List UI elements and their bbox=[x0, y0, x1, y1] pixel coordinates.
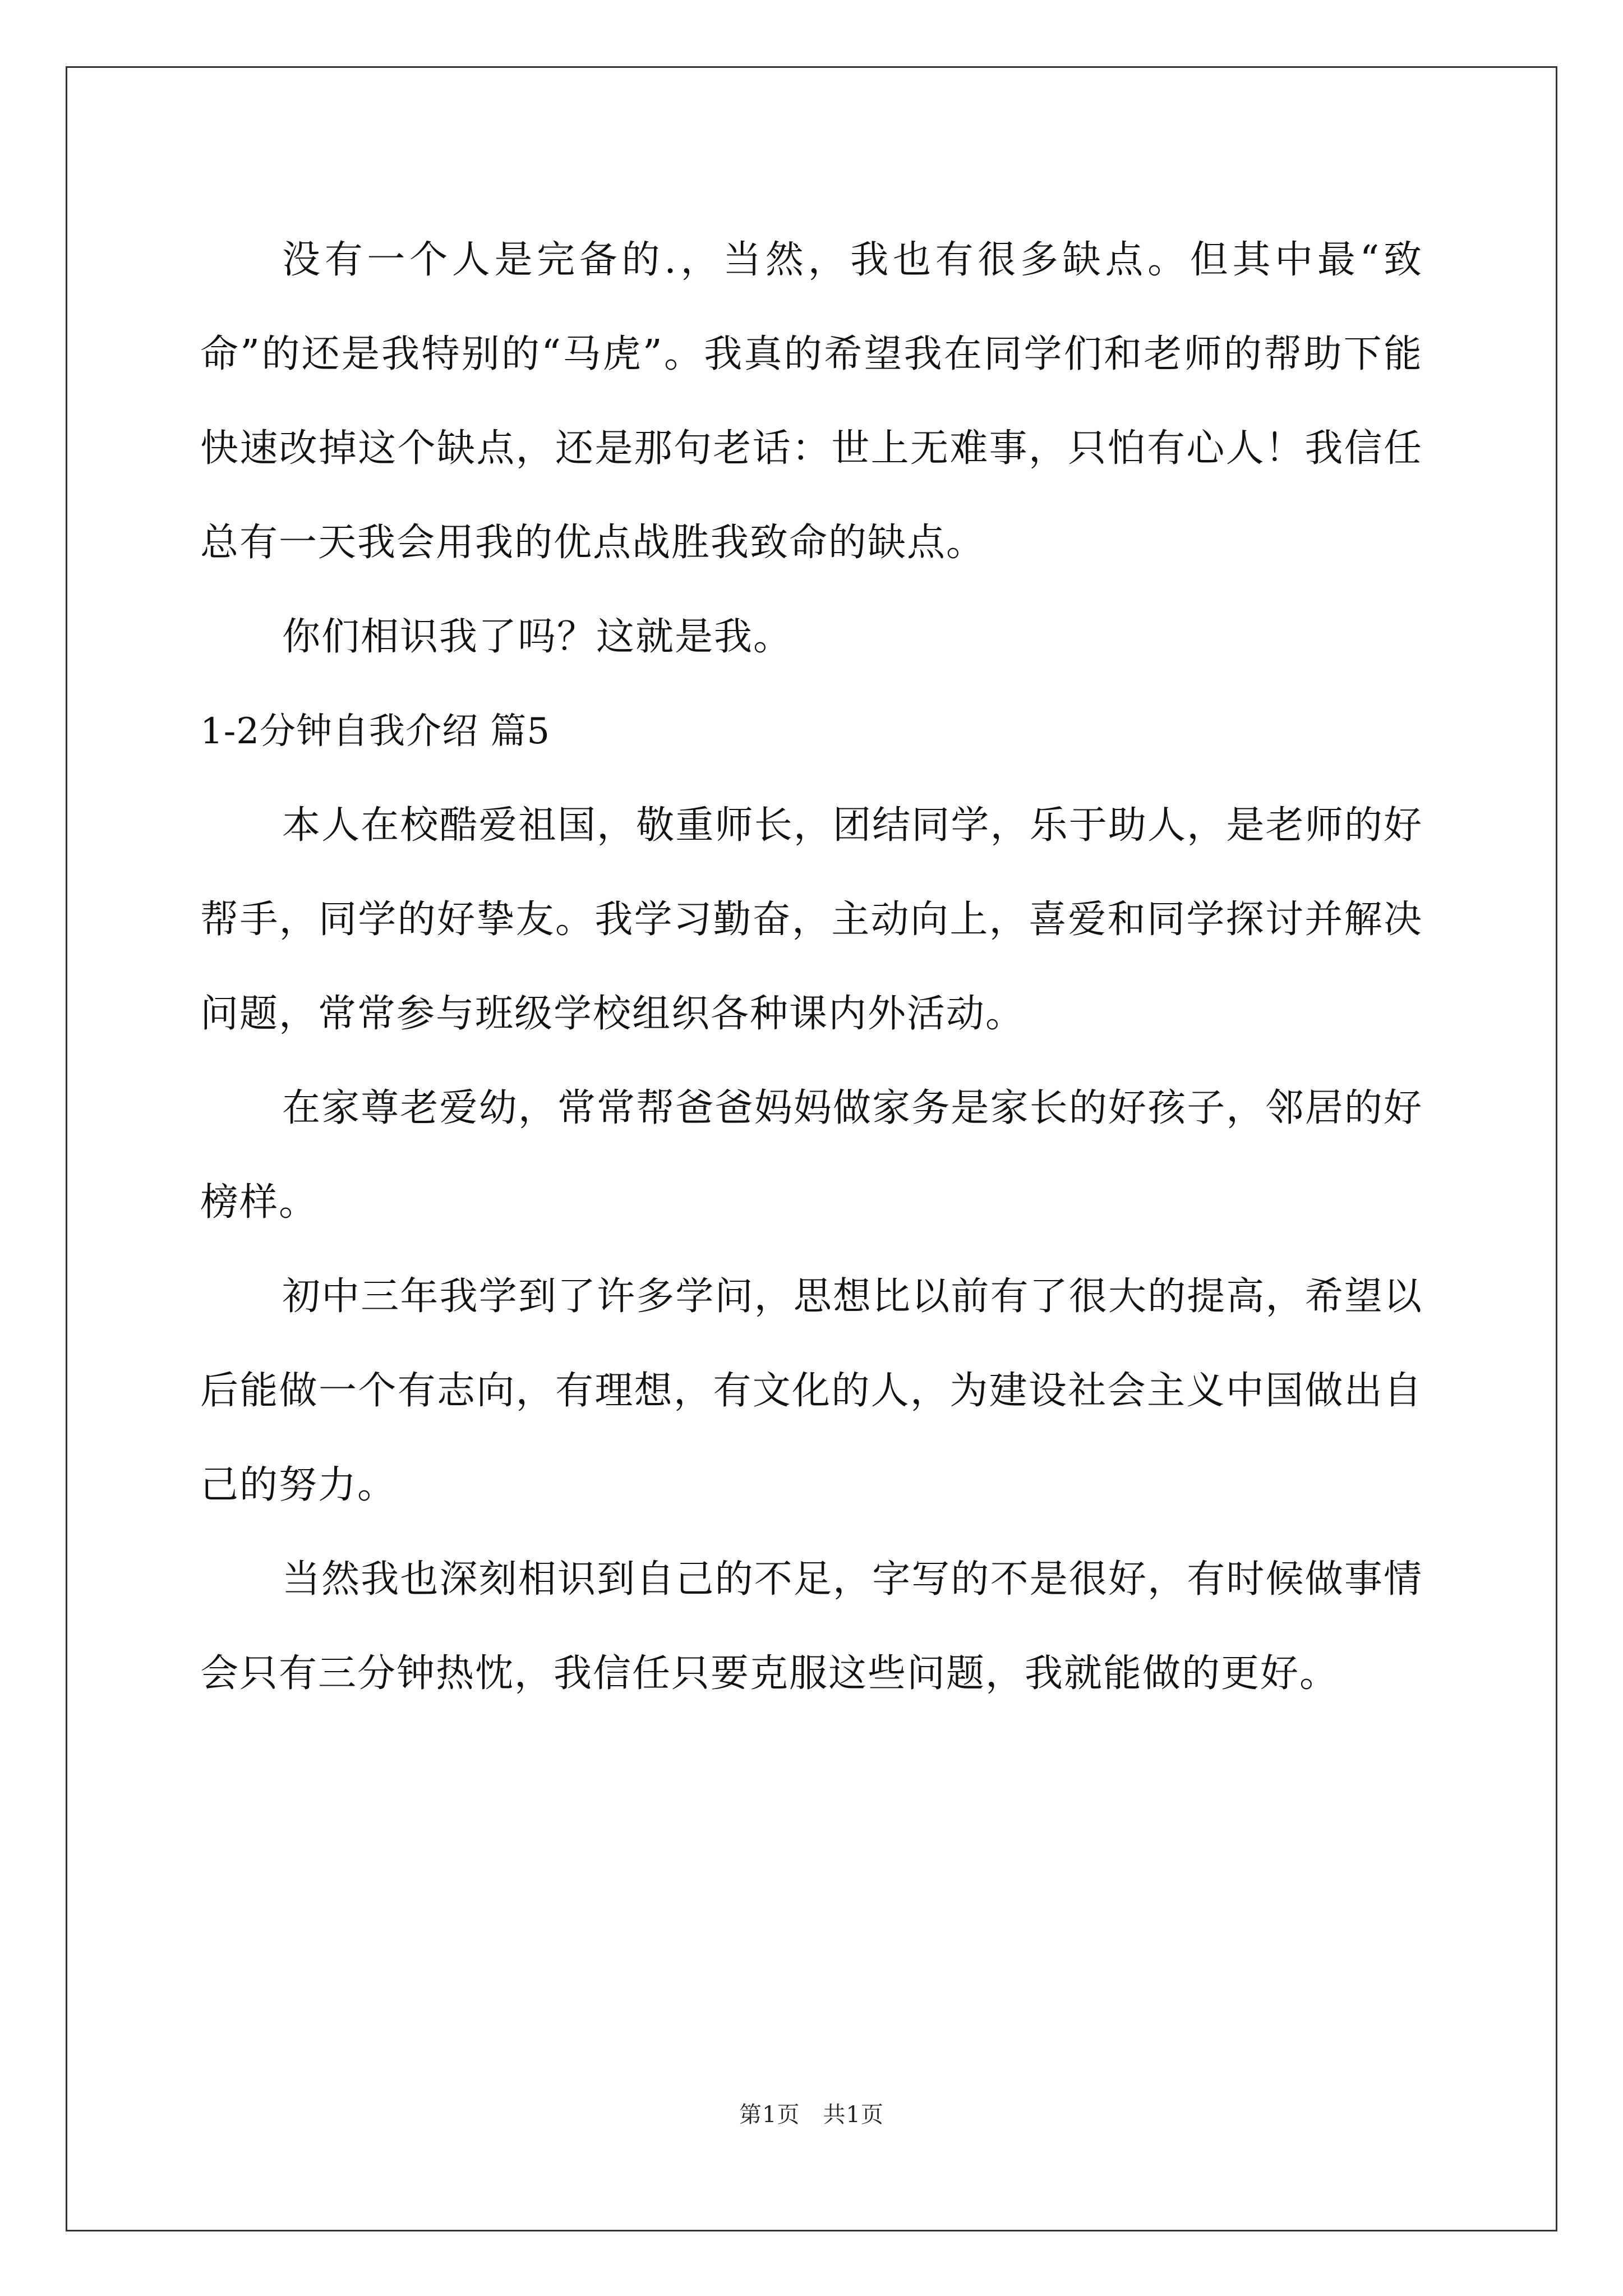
paragraph-school: 本人在校酷爱祖国，敬重师长，团结同学，乐于助人，是老师的好帮手，同学的好挚友。我学习勤奋，主动向上，喜爱和同学探讨并解决问题，常常参与班级学校组织各种课内外活动。 bbox=[200, 803, 1423, 1036]
document-body bbox=[200, 213, 1423, 1721]
page-footer: 第1页 共1页 bbox=[739, 2102, 884, 2128]
paragraph-shortcomings: 没有一个人是完备的.，当然，我也有很多缺点。但其中最“致命”的还是我特别的“马虎”。我真的希望我在同学们和老师的帮助下能快速改掉这个缺点，还是那句老话：世上无难事，只怕有心人！我信任总有一天我会用我的优点战胜我致命的缺点。 bbox=[200, 238, 1423, 565]
section-heading: 1-2分钟自我介绍 篇5 bbox=[200, 711, 551, 752]
paragraph-home: 在家尊老爱幼，常常帮爸爸妈妈做家务是家长的好孩子，邻居的好榜样。 bbox=[200, 1086, 1423, 1225]
paragraph-closing: 你们相识我了吗？这就是我。 bbox=[282, 615, 793, 659]
paragraph-improvement: 当然我也深刻相识到自己的不足，字写的不是很好，有时候做事情会只有三分钟热忱，我信任只要克服这些问题，我就能做的更好。 bbox=[200, 1557, 1423, 1696]
paragraph-learning: 初中三年我学到了许多学问，思想比以前有了很大的提高，希望以后能做一个有志向，有理想，有文化的人，为建设社会主义中国做出自己的努力。 bbox=[200, 1274, 1423, 1507]
